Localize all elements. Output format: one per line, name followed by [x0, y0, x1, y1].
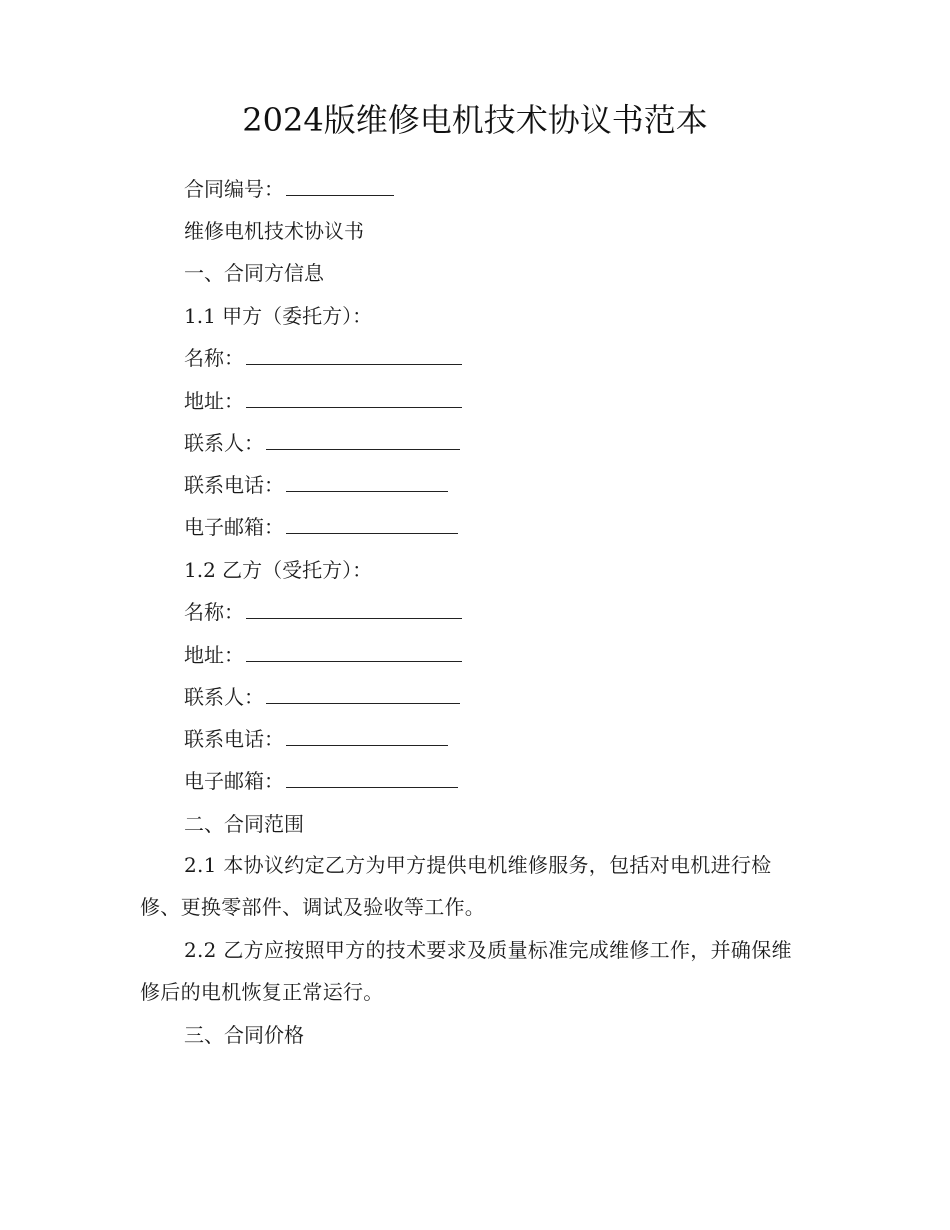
contract-number-label: 合同编号：: [184, 177, 284, 201]
contract-number-line: [184, 174, 394, 204]
party-b-phone-line: [184, 724, 448, 754]
party-a-phone-blank[interactable]: [286, 471, 448, 492]
party-a-contact-line: [184, 428, 460, 458]
party-b-name-label: 名称：: [184, 600, 244, 624]
party-b-name-blank[interactable]: [246, 598, 462, 619]
party-a-phone-label: 联系电话：: [184, 473, 284, 497]
section-3-heading: 三、合同价格: [184, 1023, 304, 1047]
party-b-email-blank[interactable]: [286, 767, 458, 788]
party-b-contact-label: 联系人：: [184, 685, 264, 709]
party-b-address-line: [184, 640, 462, 670]
section-1-heading: 一、合同方信息: [184, 261, 324, 285]
party-b-contact-line: [184, 682, 460, 712]
party-a-contact-blank[interactable]: [266, 429, 460, 450]
party-a-name-blank[interactable]: [246, 344, 462, 365]
party-b-contact-blank[interactable]: [266, 683, 460, 704]
party-a-address-blank[interactable]: [246, 387, 462, 408]
party-a-name-line: [184, 343, 462, 373]
party-a-email-blank[interactable]: [286, 513, 458, 534]
party-b-phone-blank[interactable]: [286, 725, 448, 746]
party-a-heading: 1.1 甲方（委托方）：: [184, 304, 373, 328]
clause-2-1: 2.1 本协议约定乙方为甲方提供电机维修服务，包括对电机进行检修、更换零部件、调试及验收等工作。: [140, 853, 772, 919]
party-a-phone-line: [184, 470, 448, 500]
contract-number-blank[interactable]: [286, 175, 394, 196]
party-b-phone-label: 联系电话：: [184, 727, 284, 751]
party-a-email-line: [184, 512, 458, 542]
party-b-email-line: [184, 766, 458, 796]
section-2-heading: 二、合同范围: [184, 812, 304, 836]
party-b-email-label: 电子邮箱：: [184, 769, 284, 793]
party-a-contact-label: 联系人：: [184, 431, 264, 455]
party-a-address-line: [184, 386, 462, 416]
clause-2-2: 2.2 乙方应按照甲方的技术要求及质量标准完成维修工作，并确保维修后的电机恢复正常运行。: [140, 938, 792, 1004]
party-b-heading: 1.2 乙方（受托方）：: [184, 558, 373, 582]
document-title: 2024版维修电机技术协议书范本: [242, 101, 708, 139]
party-b-address-label: 地址：: [184, 643, 244, 667]
party-b-address-blank[interactable]: [246, 641, 462, 662]
party-a-email-label: 电子邮箱：: [184, 515, 284, 539]
agreement-subtitle: 维修电机技术协议书: [184, 219, 364, 243]
party-a-address-label: 地址：: [184, 389, 244, 413]
party-b-name-line: [184, 597, 462, 627]
party-a-name-label: 名称：: [184, 346, 244, 370]
